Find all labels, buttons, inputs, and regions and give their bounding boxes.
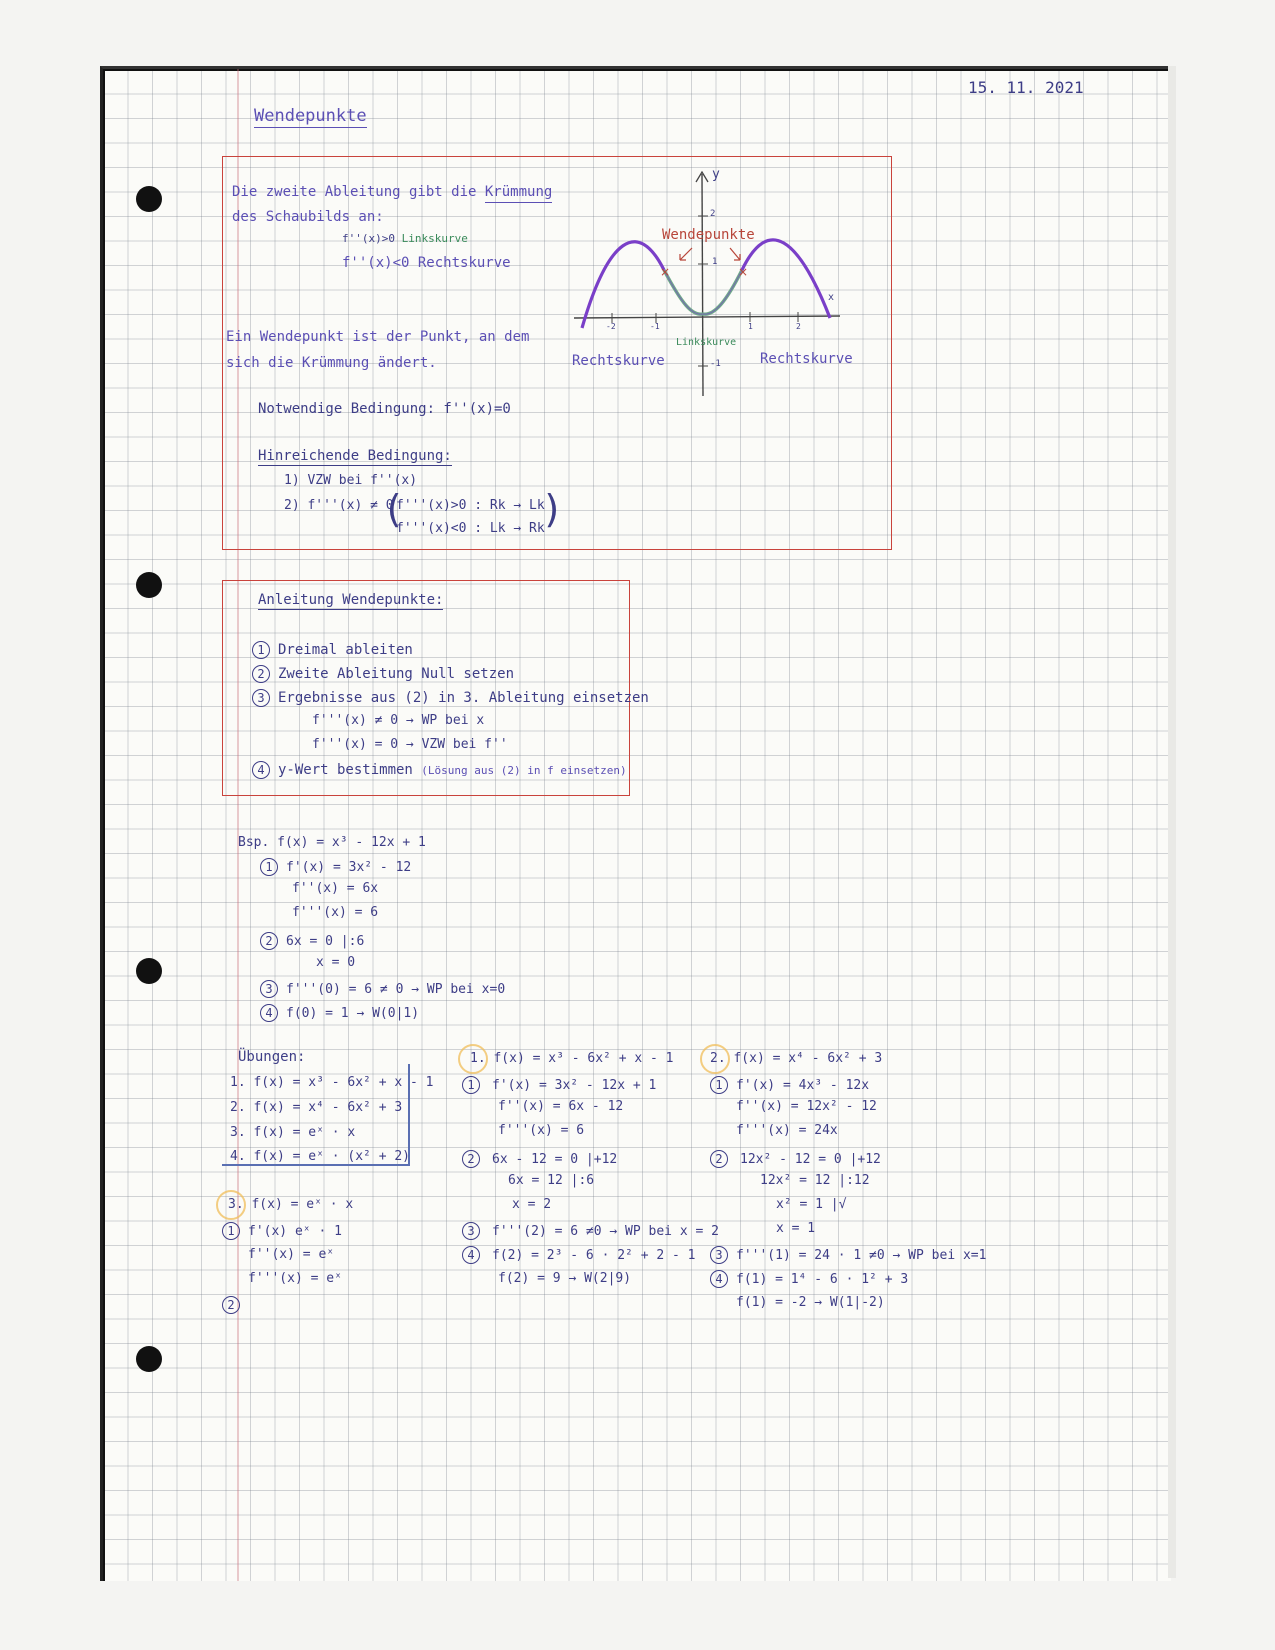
step-number: 2 [252,665,270,683]
graph-tick-x: -2 [606,322,616,331]
step-number: 4 [462,1246,480,1264]
definition-line-2: sich die Krümmung ändert. [226,355,437,371]
graph-mid-label: Linkskurve [676,337,737,348]
example-head: Bsp. f(x) = x³ - 12x + 1 [238,835,426,850]
theory-line-1-underlined: Krümmung [485,184,552,203]
example-line: f''(x) = 6x [292,881,379,896]
step-number: 4 [252,761,270,779]
graph-y-label: y [712,167,720,182]
step-number: 3 [710,1246,728,1264]
u2-line [710,1150,881,1168]
u1-line-text: f'(x) = 3x² - 12x + 1 [492,1078,657,1093]
paren-open: ( [382,487,405,531]
example-line-text: f'''(0) = 6 ≠ 0 → WP bei x=0 [286,982,506,997]
date: 15. 11. 2021 [968,78,1084,97]
theory-line-2: des Schaubilds an: [232,209,384,225]
instruction-step [252,641,413,659]
step-number: 1 [222,1222,240,1240]
u3-line: f'''(x) = eˣ [248,1271,342,1286]
graph-tick-y2: 2 [710,209,716,219]
u1-line [462,1150,617,1168]
u1-line [462,1076,656,1094]
curve-right [742,240,830,318]
theory-line-1-text: Die zweite Ableitung gibt die [232,184,477,200]
exercise-item: 3. f(x) = eˣ · x [230,1125,356,1140]
u2-line-text: 12x² - 12 = 0 |+12 [740,1152,881,1167]
inflection-mark-right: × [738,265,749,279]
u1-line: x = 2 [512,1197,552,1212]
exercise-item: 4. f(x) = eˣ · (x² + 2) [230,1149,411,1164]
arrow-right [730,248,740,260]
u1-line [462,1222,719,1240]
example-line-text: f'(x) = 3x² - 12 [286,860,412,875]
u2-line: x = 1 [776,1221,816,1236]
condition-right-label: Rechtskurve [417,255,511,271]
u1-line-text: f'''(2) = 6 ≠0 → WP bei x = 2 [492,1224,719,1239]
graph-wendepunkte-label: Wendepunkte [662,227,755,243]
example-line: f'''(x) = 6 [292,905,379,920]
page-edge [1168,66,1176,1578]
u1-line: f''(x) = 6x - 12 [498,1099,624,1114]
step-number: 1 [260,858,278,876]
u2-line [710,1270,908,1288]
step-number: 3 [462,1222,480,1240]
example-line-text: f(0) = 1 → W(0|1) [286,1006,420,1021]
u1-line-text: f(2) = 2³ - 6 · 2² + 2 - 1 [492,1248,696,1263]
u2-line: x² = 1 |√ [776,1197,847,1212]
u1-line: 6x = 12 |:6 [508,1173,595,1188]
example-line [260,1004,419,1022]
u2-line: f'''(x) = 24x [736,1123,838,1138]
step-text: Zweite Ableitung Null setzen [278,666,515,682]
graph-x-label: x [828,292,835,303]
paren-close: ) [541,487,564,531]
exercise-item: 1. f(x) = x³ - 6x² + x - 1 [230,1075,434,1090]
example-line [260,932,364,950]
u1-line: f'''(x) = 6 [498,1123,585,1138]
hinreichende-1: 1) VZW bei f''(x) [284,473,418,488]
u2-line-text: f'''(1) = 24 · 1 ≠0 → WP bei x=1 [736,1248,987,1263]
instruction-note: (Lösung aus (2) in f einsetzen) [421,764,627,777]
condition-right-formula: f''(x)<0 [342,255,410,271]
punch-hole [136,572,162,598]
step-number: 1 [252,641,270,659]
u2-head: 2. f(x) = x⁴ - 6x² + 3 [710,1051,883,1066]
condition-left [342,233,468,244]
step-number: 4 [260,1004,278,1022]
u1-line: f(2) = 9 → W(2|9) [498,1271,632,1286]
step-number: 2 [710,1150,728,1168]
exercises-title: Übungen: [238,1049,306,1065]
graph-left-label: Rechtskurve [572,353,665,369]
instruction-step [252,761,627,779]
graph-tick-x: 2 [796,322,801,331]
graph-right-label: Rechtskurve [760,351,853,367]
instruction-sub-1: f'''(x) ≠ 0 → WP bei x [312,713,485,728]
hinreichende-2a: f'''(x)>0 : Rk → Lk [396,498,545,513]
u2-line: 12x² = 12 |:12 [760,1173,870,1188]
condition-left-label: Linkskurve [401,232,468,245]
u3-line [222,1296,248,1314]
hinreichende-title: Hinreichende Bedingung: [258,448,452,464]
u1-line [462,1246,696,1264]
u1-head: 1. f(x) = x³ - 6x² + x - 1 [470,1051,674,1066]
u2-line-text: f(1) = 1⁴ - 6 · 1² + 3 [736,1272,909,1287]
graph-tick-y1: 1 [712,257,718,267]
step-text: Ergebnisse aus (2) in 3. Ableitung einsetzen [278,690,649,706]
graph-tick-x: -1 [650,322,660,331]
u1-line-text: 6x - 12 = 0 |+12 [492,1152,618,1167]
y-axis [702,174,703,396]
step-number: 3 [252,689,270,707]
u2-line: f(1) = -2 → W(1|-2) [736,1295,885,1310]
example-line [260,858,411,876]
example-line-text: 6x = 0 |:6 [286,934,365,949]
u2-line [710,1076,869,1094]
step-number: 4 [710,1270,728,1288]
curve-left [582,242,664,328]
punch-hole [136,1346,162,1372]
punch-hole [136,186,162,212]
step-text: Dreimal ableiten [278,642,413,658]
condition-left-formula: f''(x)>0 [342,232,395,245]
u2-line: f''(x) = 12x² - 12 [736,1099,877,1114]
step-number: 2 [462,1150,480,1168]
example-line [260,980,505,998]
definition-line-1: Ein Wendepunkt ist der Punkt, an dem [226,329,530,345]
u2-line-text: f'(x) = 4x³ - 12x [736,1078,870,1093]
step-number: 1 [462,1076,480,1094]
hinreichende-2b: f'''(x)<0 : Lk → Rk [396,521,545,536]
u2-line [710,1246,986,1264]
inflection-mark-left: × [660,265,671,279]
page-title: Wendepunkte [254,106,367,126]
punch-hole [136,958,162,984]
instruction-sub-2: f'''(x) = 0 → VZW bei f'' [312,737,508,752]
notwendige-bedingung: Notwendige Bedingung: f''(x)=0 [258,401,511,417]
u3-line [222,1222,342,1240]
graph-tick-yneg: -1 [710,359,721,369]
example-line: x = 0 [316,955,356,970]
step-number: 1 [710,1076,728,1094]
u3-line-text: f'(x) eˣ · 1 [248,1224,342,1239]
exercise-item: 2. f(x) = x⁴ - 6x² + 3 [230,1100,403,1115]
instruction-step [252,665,514,683]
instruction-title: Anleitung Wendepunkte: [258,592,444,608]
theory-line-1 [232,185,552,199]
u3-line: f''(x) = eˣ [248,1247,335,1262]
step-number: 3 [260,980,278,998]
step-number: 2 [260,932,278,950]
instruction-step [252,689,649,707]
condition-right [342,256,511,270]
step-number: 2 [222,1296,240,1314]
step-text: y-Wert bestimmen [278,762,413,778]
x-axis [574,316,840,318]
hinreichende-2: 2) f'''(x) ≠ 0 [284,498,394,513]
u3-head: 3. f(x) = eˣ · x [228,1197,354,1212]
arrow-left [680,248,692,260]
graph-tick-x: 1 [748,322,753,331]
